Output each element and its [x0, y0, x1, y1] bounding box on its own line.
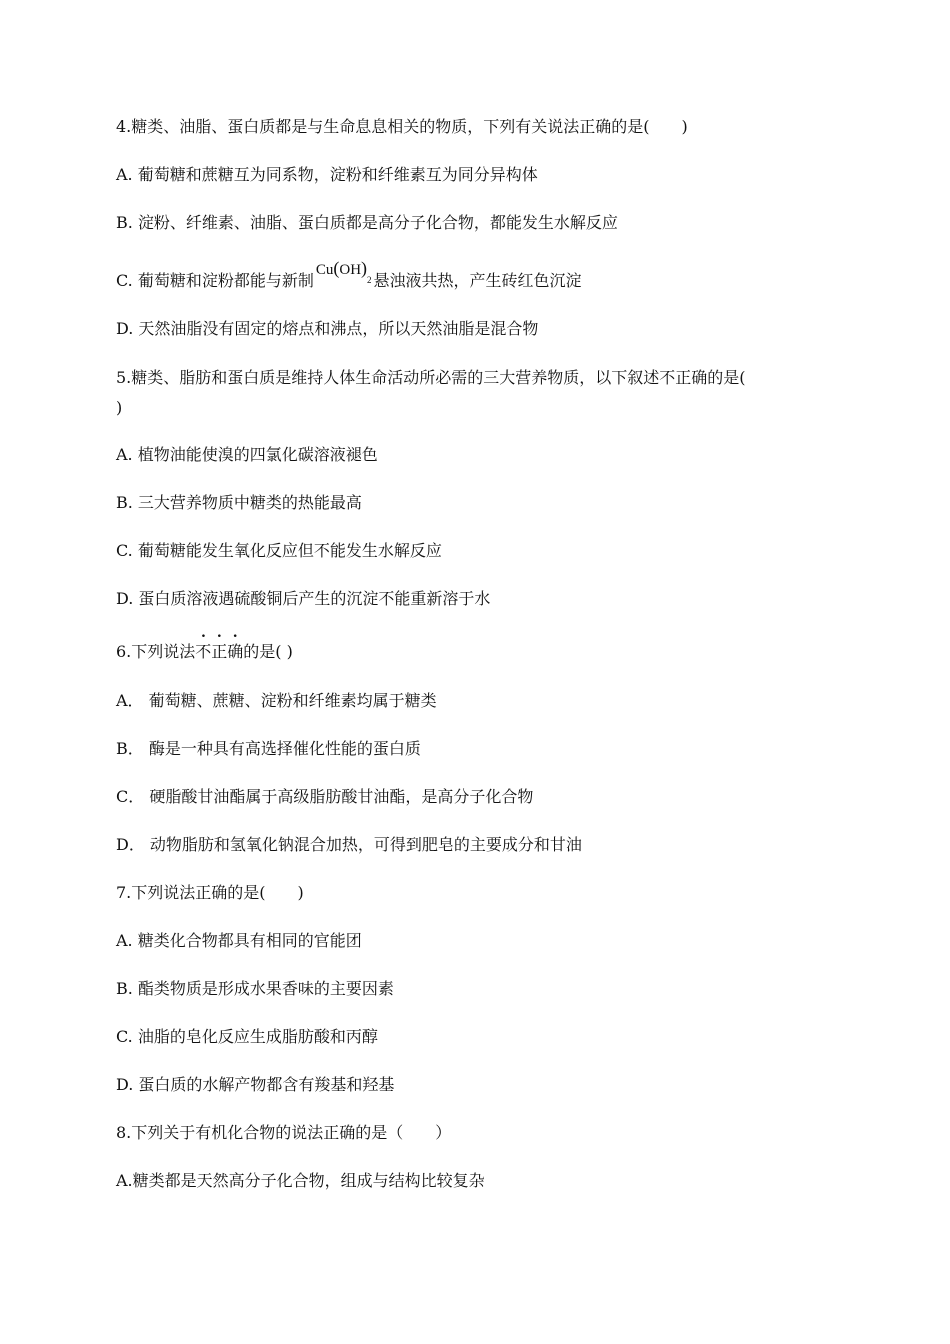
question-8-stem: 8.下列关于有机化合物的说法正确的是（ ） — [116, 1123, 452, 1142]
option-c-text-after: 悬浊液共热，产生砖红色沉淀 — [373, 271, 582, 290]
question-7-option-d: D. 蛋白质的水解产物都含有羧基和羟基 — [116, 1075, 395, 1094]
question-4-option-b: B. 淀粉、纤维素、油脂、蛋白质都是高分子化合物，都能发生水解反应 — [116, 213, 618, 232]
question-8-option-a: A.糖类都是天然高分子化合物，组成与结构比较复杂 — [116, 1171, 485, 1190]
question-4-option-a: A. 葡萄糖和蔗糖互为同系物，淀粉和纤维素互为同分异构体 — [116, 165, 538, 184]
formula-close-paren: ) — [361, 258, 368, 278]
question-5-stem-line-1: 5.糖类、脂肪和蛋白质是维持人体生命活动所必需的三大营养物质，以下叙述不正确的是( — [116, 368, 746, 387]
question-6-stem: 6.下列说法不正确的是( ) — [116, 642, 293, 661]
question-5-option-b: B. 三大营养物质中糖类的热能最高 — [116, 493, 362, 512]
question-4-option-c — [116, 258, 582, 294]
copper-hydroxide-formula — [315, 258, 372, 294]
question-7-option-a: A. 糖类化合物都具有相同的官能团 — [116, 931, 362, 950]
question-6-option-c: C． 硬脂酸甘油酯属于高级脂肪酸甘油酯，是高分子化合物 — [116, 787, 534, 806]
question-6-option-a: A． 葡萄糖、蔗糖、淀粉和纤维素均属于糖类 — [116, 691, 437, 710]
formula-subscript: 2 — [367, 275, 372, 285]
question-4-stem: 4.糖类、油脂、蛋白质都是与生命息息相关的物质，下列有关说法正确的是( ) — [116, 117, 688, 136]
question-7-stem: 7.下列说法正确的是( ) — [116, 883, 304, 902]
question-6-option-b: B． 酶是一种具有高选择催化性能的蛋白质 — [116, 739, 421, 758]
question-7-option-b: B. 酯类物质是形成水果香味的主要因素 — [116, 979, 394, 998]
question-5-stem-line-2: ) — [116, 398, 123, 417]
question-6-option-d: D． 动物脂肪和氢氧化钠混合加热，可得到肥皂的主要成分和甘油 — [116, 835, 582, 854]
question-4-option-d: D. 天然油脂没有固定的熔点和沸点，所以天然油脂是混合物 — [116, 319, 539, 338]
question-5-option-a: A. 植物油能使溴的四氯化碳溶液褪色 — [116, 445, 378, 464]
formula-oh: OH — [339, 262, 362, 278]
question-5-option-d: D. 蛋白质溶液遇硫酸铜后产生的沉淀不能重新溶于水 — [116, 589, 491, 608]
option-c-text-before: C. 葡萄糖和淀粉都能与新制 — [116, 271, 314, 290]
emphasis-dots: ... — [201, 625, 249, 641]
formula-open-paren: ( — [333, 258, 340, 278]
question-7-option-c: C. 油脂的皂化反应生成脂肪酸和丙醇 — [116, 1027, 378, 1046]
formula-cu: Cu — [315, 262, 334, 278]
question-5-option-c: C. 葡萄糖能发生氧化反应但不能发生水解反应 — [116, 541, 442, 560]
